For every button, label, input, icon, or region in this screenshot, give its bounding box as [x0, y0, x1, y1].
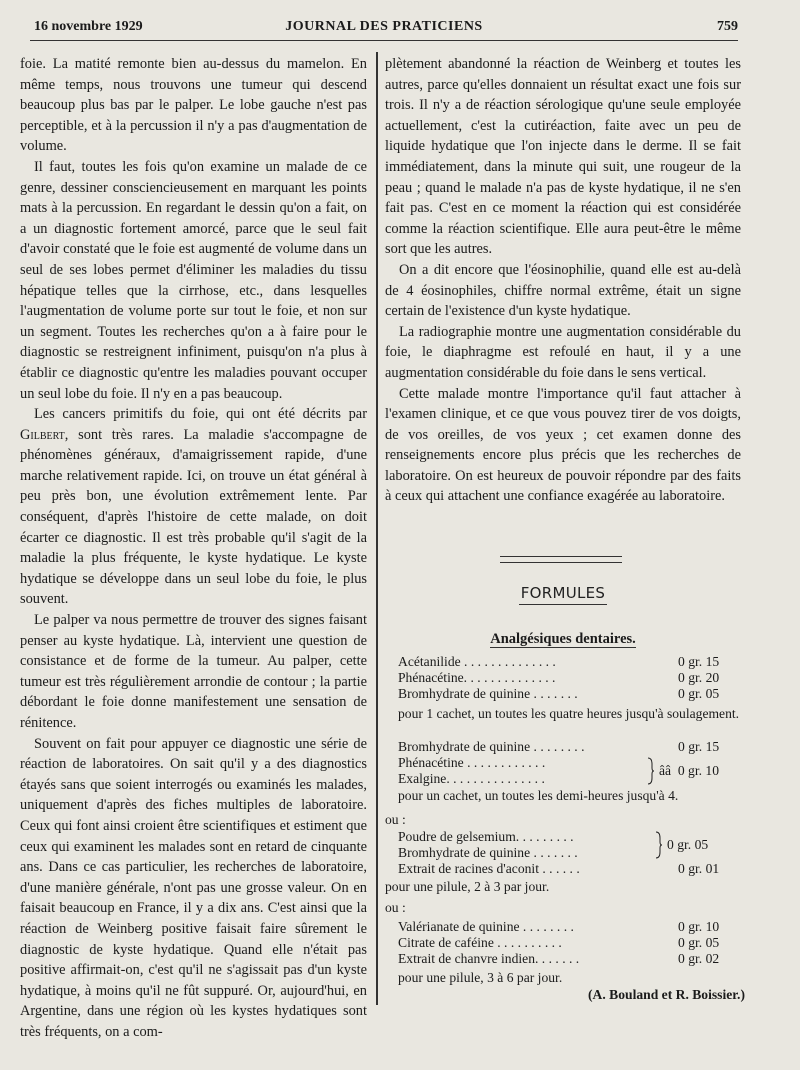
rx-ingredient: Bromhydrate de quinine . . . . . . . — [398, 845, 578, 860]
brace-icon — [647, 757, 655, 785]
paragraph — [20, 404, 367, 610]
section-ornament — [500, 556, 622, 563]
prescription-4 — [385, 919, 745, 985]
paragraph: On a dit encore que l'éosinophilie, quand elle est au-delà de 4 éosinophiles, chiffre normal extrême, était un signe certain de l'existence d'un kyste hydatique. — [385, 261, 741, 320]
formules-heading-text: FORMULES — [519, 584, 608, 605]
column-divider — [376, 52, 378, 1005]
rx-ingredient: Phénacétine . . . . . . . . . . . . — [398, 755, 546, 770]
right-column — [385, 54, 741, 507]
rx-ingredient: Acétanilide . . . . . . . . . . . . . . — [398, 654, 556, 669]
formules-subtitle-text: Analgésiques dentaires. — [490, 631, 636, 647]
paragraph-start: Les cancers primitifs du foie, qui ont été décrits par — [34, 406, 367, 423]
paragraph-rest: , sont très rares. La maladie s'accompagne de phénomènes généraux, d'amaigrissement rapide, d'une marche relativement rapide. Ici, on trouve un état général à peu près bon, une évolution extrêmement lente. Par conséquent, d'après l'histoire de cette malade, on doit écarter ce diagnostic. Il est très probable qu'il s'agit de la maladie la plus fréquente, le kyste hydatique. Le kyste hydatique se développe dans un seul lobe du foie, le plus souvent. — [20, 426, 367, 608]
rx-instructions: pour une pilule, 3 à 6 par jour. — [398, 970, 563, 985]
paragraph: plètement abandonné la réaction de Weinberg et toutes les autres, parce qu'elles donnaient un résultat exact une fois sur trois. Il n'y a de réaction sérologique qu'une seule employée actuellement, c'est la cutiréaction, faite avec un peu de liquide hydatique que l'on injecte dans le derme. Il se fait immédiatement, dans la minute qui suit, une rougeur de la peau ; quand le malade n'a pas de kyste hydatique, il ne s'en fait pas. C'est en ce moment la réaction qui est considérée comme la réaction scientifique. Elle aura peut-être le même sort que les autres. — [385, 56, 741, 258]
issue-date: 16 novembre 1929 — [34, 19, 143, 34]
rx-group — [385, 829, 745, 861]
paragraph: Le palper va nous permettre de trouver des signes faisant penser au kyste hydatique. Là, intervient une question de consistance et de forme de la tumeur. Au palper, cette tumeur est très régulièrement arrondie de contour ; la partie débordant le foie donne manifestement une sensation de rénitence. — [20, 612, 367, 731]
rx-line — [385, 670, 745, 686]
paragraph: Il faut, toutes les fois qu'on examine un malade de ce genre, dessiner consciencieusement en marquant les points mats à la percussion. En regardant le dessin qu'on a fait, on a un diagnostic fortement amorcé, parce que le seul fait d'avoir constaté que le foie est augmenté de volume dans un seul de ses lobes permet d'éliminer les maladies du tissu hépatique telles que la cirrhose, etc., dans lesquelles l'augmentation de volume porte sur tout le foie, et non sur un segment. Toutes les recherches qu'on a à faire pour le diagnostic se restreignent infiniment, puisqu'on n'a plus à établir ce diagnostic qu'entre les maladies pouvant occuper un seul lobe du foie. Il n'y en a pas beaucoup. — [20, 158, 367, 402]
rx-line — [385, 951, 745, 967]
page-header — [30, 16, 738, 41]
rx-ingredient: Phénacétine. . . . . . . . . . . . . . — [398, 670, 556, 685]
rx-group-dose: 0 gr. 05 — [667, 837, 709, 852]
paragraph: Cette malade montre l'importance qu'il faut attacher à l'examen clinique, et ce que vous pouvez tirer de vos doigts, de vos oreilles, de vos yeux ; cet examen donne des renseignements encore plus précis que les recherches de laboratoire. On est heureux de pouvoir répondre par des faits à ceux qui attachent une confiance exagérée au laboratoire. — [385, 385, 741, 505]
brace-icon — [655, 831, 663, 859]
rx-ingredient: Bromhydrate de quinine . . . . . . . . — [398, 739, 585, 754]
paragraph: La radiographie montre une augmentation considérable du foie, le diaphragme est refoulé en haut, il y a une augmentation considérable du foie dans le sens vertical. — [385, 323, 741, 381]
formules-subtitle — [385, 631, 741, 648]
paragraph: foie. La matité remonte bien au-dessus du mamelon. En même temps, nous trouvons une tumeur qui descend beaucoup plus bas par le palper. Le lobe gauche n'est pas perceptible, et à la percussion il n'y a pas d'augmentation de volume. — [20, 56, 367, 155]
rx-ingredient: Poudre de gelsemium. . . . . . . . . — [398, 829, 574, 844]
rx-ingredient: Bromhydrate de quinine . . . . . . . — [398, 686, 578, 701]
prescription-3 — [385, 829, 745, 894]
rx-line — [385, 686, 745, 702]
rx-ingredient: Exalgine. . . . . . . . . . . . . . . — [398, 771, 545, 786]
rx-dose: 0 gr. 02 — [678, 951, 720, 966]
ou-label: ou : — [385, 812, 406, 827]
rx-ingredient: Extrait de chanvre indien. . . . . . . — [398, 951, 580, 966]
rx-dose: 0 gr. 05 — [678, 935, 720, 950]
prescription-1 — [385, 654, 745, 721]
rx-dose: 0 gr. 15 — [678, 739, 720, 754]
journal-title: JOURNAL DES PRATICIENS — [285, 19, 483, 34]
rx-line — [385, 654, 745, 670]
rx-ingredient: Citrate de caféine . . . . . . . . . . — [398, 935, 562, 950]
page-number: 759 — [717, 19, 738, 34]
left-column — [20, 54, 367, 1043]
rx-dose: 0 gr. 20 — [678, 670, 720, 685]
prescription-2 — [385, 739, 745, 803]
rx-line — [385, 935, 745, 951]
rx-group-dose: ââ 0 gr. 10 — [659, 763, 720, 778]
rx-instructions: pour une pilule, 2 à 3 par jour. — [385, 879, 550, 894]
rx-instructions: pour un cachet, un toutes les demi-heures jusqu'à 4. — [398, 788, 679, 803]
rx-ingredient: Extrait de racines d'aconit . . . . . . — [398, 861, 580, 876]
paragraph: Souvent on fait pour appuyer ce diagnostic une série de réaction de laboratoires. On sait qu'il y a des diagnostics étayés sans que soient interrogés ou examinés les malades, uniquement d'après des fiches multiples de laboratoire. Ceux qui font ainsi croient être scientifiques et estiment que ceux qui examinent les malades sont en retard de cinquante ans. Dans ce cas particulier, les recherches de laboratoire, d'une manière générale, n'ont pas une grosse valeur. On en faisait beaucoup en France, il y a dix ans. C'est ainsi que la réaction de Weinberg positive faisait faire sûrement le diagnostic de kyste hydatique. Quand elle n'était pas positive affirmait-on, c'est qu'il ne s'agissait pas d'un kyste hydatique, à moins qu'il ne fût suppuré. Or, aujourd'hui, en Argentine, dans une région où les kystes hydatiques sont très fréquents, on a com- — [20, 735, 367, 1040]
formules-heading — [385, 584, 741, 602]
rx-dose: 0 gr. 01 — [678, 861, 720, 876]
rx-group — [385, 755, 745, 787]
rx-ingredient: Valérianate de quinine . . . . . . . . — [398, 919, 574, 934]
rx-dose: 0 gr. 10 — [678, 919, 720, 934]
signature: (A. Bouland et R. Boissier.) — [588, 987, 745, 1002]
author-name: Gilbert — [20, 426, 65, 443]
rx-instructions: pour 1 cachet, un toutes les quatre heures jusqu'à soulagement. — [398, 706, 740, 721]
rx-dose: 0 gr. 05 — [678, 686, 720, 701]
rx-dose: 0 gr. 15 — [678, 654, 720, 669]
rx-line — [385, 919, 745, 935]
rx-line — [385, 861, 745, 877]
ou-label: ou : — [385, 900, 406, 915]
rx-line — [385, 739, 745, 755]
